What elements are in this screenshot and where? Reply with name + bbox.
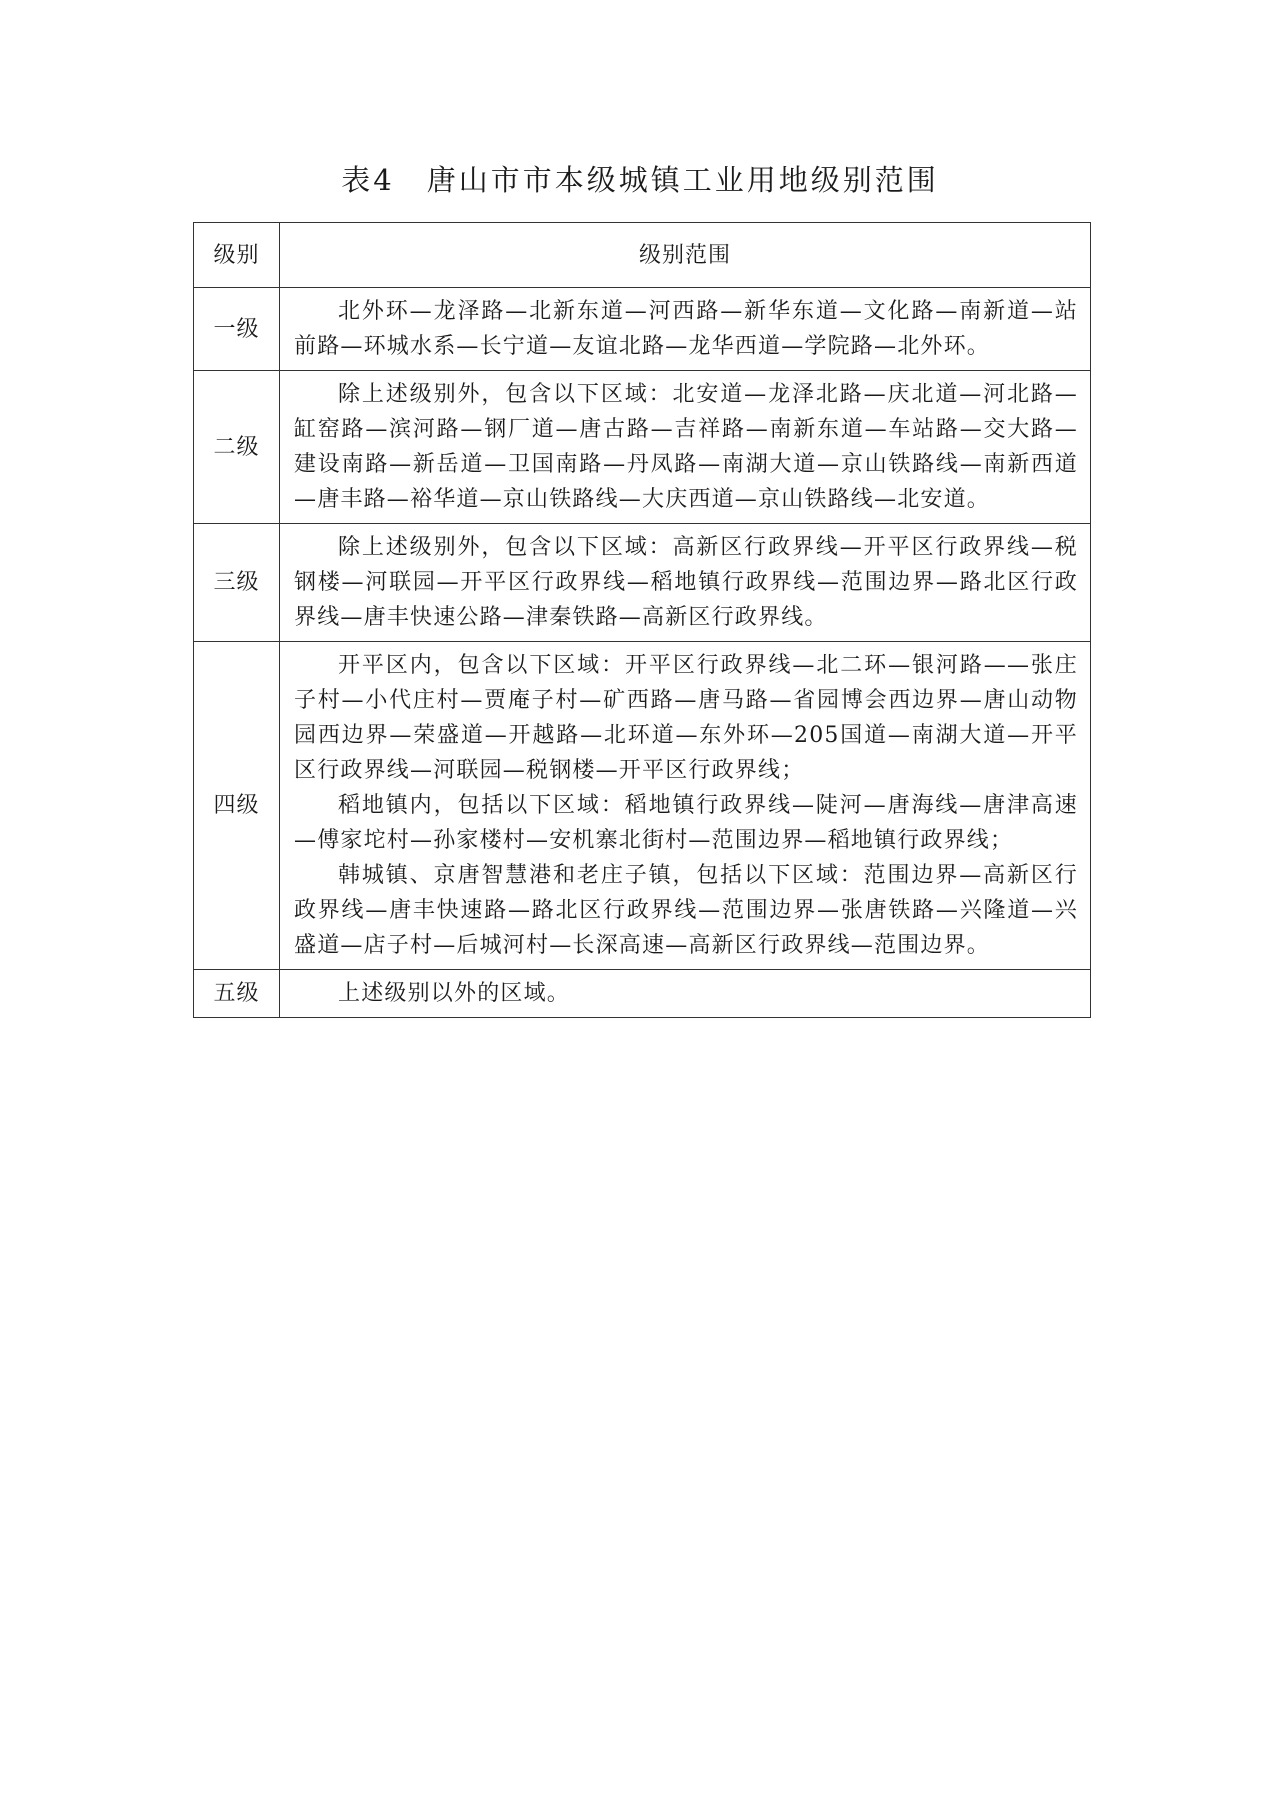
range-paragraph-daodi: 稻地镇内，包括以下区域：稻地镇行政界线—陡河—唐海线—唐津高速—傅家坨村—孙家楼村—安机寨北街村—范围边界—稻地镇行政界线； <box>294 793 1078 853</box>
range-cell <box>280 288 1091 371</box>
level-cell: 四级 <box>194 642 280 970</box>
header-range: 级别范围 <box>280 223 1091 288</box>
range-paragraph-hancheng: 韩城镇、京唐智慧港和老庄子镇，包括以下区域：范围边界—高新区行政界线—唐丰快速路—路北区行政界线—范围边界—张唐铁路—兴隆道—兴盛道—店子村—后城河村—长深高速—高新区行政界线—范围边界。 <box>294 863 1078 958</box>
table-row-level-4 <box>194 642 1091 970</box>
range-cell <box>280 642 1091 970</box>
range-paragraph: 北外环—龙泽路—北新东道—河西路—新华东道—文化路—南新道—站前路—环城水系—长宁道—友谊北路—龙华西道—学院路—北外环。 <box>294 299 1078 359</box>
table-row-level-2 <box>194 371 1091 524</box>
level-cell: 二级 <box>194 371 280 524</box>
page-title: 表4 唐山市市本级城镇工业用地级别范围 <box>341 163 939 197</box>
range-paragraph: 上述级别以外的区域。 <box>338 981 571 1006</box>
range-paragraph: 除上述级别外，包含以下区域：北安道—龙泽北路—庆北道—河北路—缸窑路—滨河路—钢厂道—唐古路—吉祥路—南新东道—车站路—交大路—建设南路—新岳道—卫国南路—丹凤路—南湖大道—京山铁路线—南新西道—唐丰路—裕华道—京山铁路线—大庆西道—京山铁路线—北安道。 <box>294 382 1078 512</box>
range-cell <box>280 970 1091 1018</box>
table-header-row <box>194 223 1091 288</box>
table-row-level-1 <box>194 288 1091 371</box>
land-grade-table <box>193 222 1091 1018</box>
range-cell <box>280 371 1091 524</box>
table-row-level-5 <box>194 970 1091 1018</box>
range-paragraph: 除上述级别外，包含以下区域：高新区行政界线—开平区行政界线—税钢楼—河联园—开平区行政界线—稻地镇行政界线—范围边界—路北区行政界线—唐丰快速公路—津秦铁路—高新区行政界线。 <box>294 535 1078 630</box>
table-row-level-3 <box>194 524 1091 642</box>
header-level: 级别 <box>194 223 280 288</box>
range-paragraph-kaiping: 开平区内，包含以下区域：开平区行政界线—北二环—银河路——张庄子村—小代庄村—贾庵子村—矿西路—唐马路—省园博会西边界—唐山动物园西边界—荣盛道—开越路—北环道—东外环—205国道—南湖大道—开平区行政界线—河联园—税钢楼—开平区行政界线； <box>294 653 1078 783</box>
level-cell: 五级 <box>194 970 280 1018</box>
level-cell: 一级 <box>194 288 280 371</box>
level-cell: 三级 <box>194 524 280 642</box>
range-cell <box>280 524 1091 642</box>
